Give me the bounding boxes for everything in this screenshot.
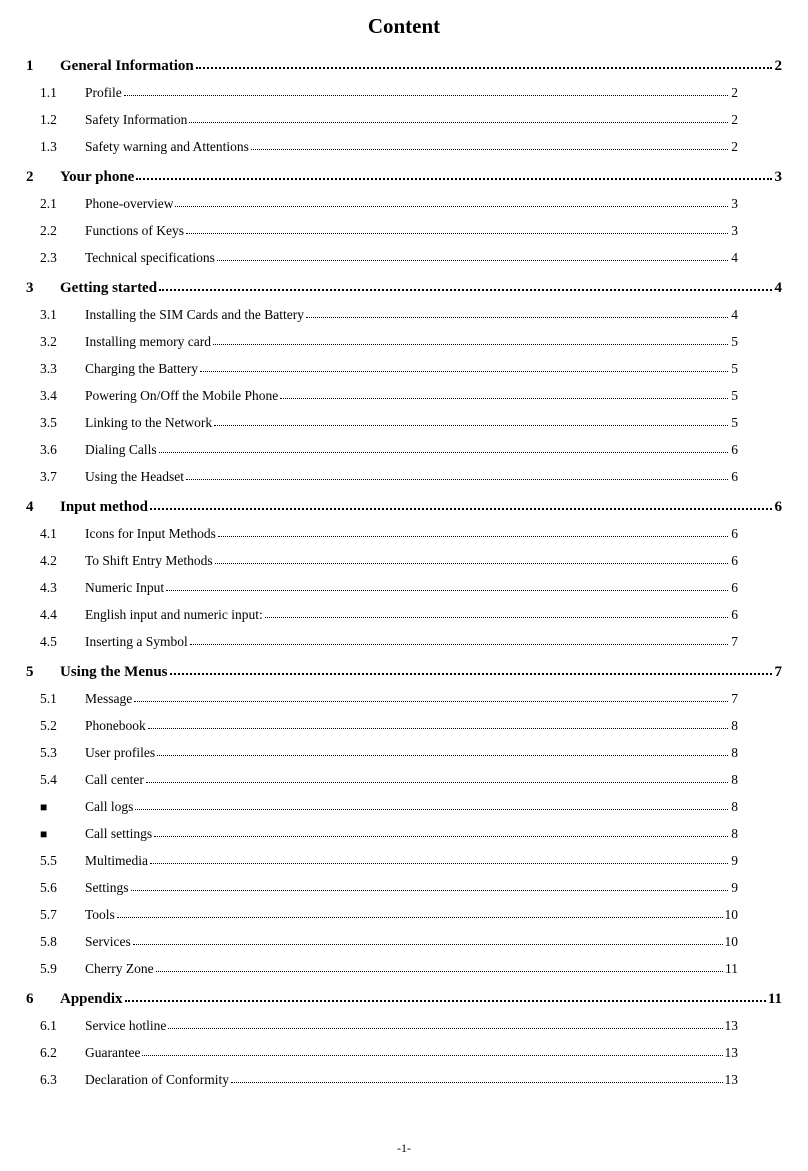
toc-dot-leader — [265, 617, 728, 618]
toc-entry-label: Multimedia — [85, 853, 148, 868]
toc-entry-page: 6 — [731, 607, 738, 622]
toc-entry-label: Settings — [85, 880, 129, 895]
toc-subsection-entry[interactable] — [0, 196, 808, 223]
toc-dot-leader — [251, 149, 728, 150]
toc-entry-label: Input method — [60, 499, 148, 515]
toc-dot-leader — [168, 1028, 722, 1029]
toc-subsection-entry[interactable] — [0, 691, 808, 718]
toc-subsection-entry[interactable] — [0, 1045, 808, 1072]
toc-dot-leader — [214, 425, 728, 426]
toc-entry-page: 8 — [731, 718, 738, 733]
toc-subsection-entry[interactable] — [0, 223, 808, 250]
toc-subsection-entry[interactable] — [0, 442, 808, 469]
toc-entry-label: Installing memory card — [85, 334, 211, 349]
toc-entry-page: 6 — [731, 442, 738, 457]
toc-entry-number: 5.5 — [40, 853, 57, 868]
toc-entry-page: 7 — [774, 664, 782, 680]
toc-entry-label: Using the Menus — [60, 664, 168, 680]
toc-dot-leader — [159, 289, 772, 291]
toc-subsection-entry[interactable] — [0, 634, 808, 661]
toc-dot-leader — [175, 206, 728, 207]
toc-entry-label: Services — [85, 934, 131, 949]
toc-entry-number: 3.5 — [40, 415, 57, 430]
toc-entry-number: 5.6 — [40, 880, 57, 895]
toc-subsection-entry[interactable] — [0, 469, 808, 496]
toc-subsection-entry[interactable] — [0, 361, 808, 388]
toc-subsection-entry[interactable] — [0, 745, 808, 772]
toc-entry-page: 5 — [731, 388, 738, 403]
toc-subsection-entry[interactable] — [0, 334, 808, 361]
toc-entry-number: 5.1 — [40, 691, 57, 706]
toc-dot-leader — [146, 782, 728, 783]
toc-entry-number: 2.1 — [40, 196, 57, 211]
toc-dot-leader — [131, 890, 728, 891]
toc-entry-page: 11 — [767, 991, 782, 1007]
toc-entry-page: 2 — [731, 85, 738, 100]
toc-entry-number: 6.1 — [40, 1018, 57, 1033]
toc-entry-label: Safety Information — [85, 112, 188, 127]
toc-entry-page: 10 — [724, 907, 738, 922]
toc-entry-page: 7 — [731, 691, 738, 706]
toc-entry-number: 6.2 — [40, 1045, 57, 1060]
toc-entry-page: 5 — [731, 334, 738, 349]
toc-entry-page: 6 — [731, 469, 738, 484]
toc-entry-label: Your phone — [60, 169, 135, 185]
toc-entry-page: 3 — [774, 169, 782, 185]
toc-entry-page: 10 — [724, 934, 738, 949]
toc-entry-label: Phonebook — [85, 718, 146, 733]
toc-entry-number: 5.9 — [40, 961, 57, 976]
toc-entry-label: Service hotline — [85, 1018, 167, 1033]
toc-dot-leader — [150, 508, 772, 510]
toc-entry-number: 3.7 — [40, 469, 57, 484]
toc-entry-page: 6 — [731, 580, 738, 595]
toc-entry-number: 2 — [26, 169, 34, 185]
toc-dot-leader — [196, 67, 772, 69]
toc-entry-number: 3.3 — [40, 361, 57, 376]
toc-entry-number: 4 — [26, 499, 34, 515]
toc-entry-number: 4.1 — [40, 526, 57, 541]
toc-entry-label: English input and numeric input: — [85, 607, 263, 622]
toc-entry-page: 2 — [731, 139, 738, 154]
toc-entry-label: Using the Headset — [85, 469, 184, 484]
toc-subsection-entry[interactable] — [0, 607, 808, 634]
toc-entry-label: Call center — [85, 772, 144, 787]
page-title: Content — [367, 14, 441, 38]
toc-section-entry[interactable] — [0, 55, 808, 85]
toc-entry-number: 5 — [26, 664, 34, 680]
toc-entry-label: Safety warning and Attentions — [85, 139, 249, 154]
toc-entry-page: 5 — [731, 361, 738, 376]
toc-dot-leader — [159, 452, 728, 453]
toc-entry-label: Functions of Keys — [85, 223, 184, 238]
toc-entry-label: Phone-overview — [85, 196, 174, 211]
toc-dot-leader — [170, 673, 772, 675]
toc-entry-label: Call logs — [85, 799, 134, 814]
toc-entry-page: 13 — [724, 1018, 738, 1033]
toc-entry-number: 5.3 — [40, 745, 57, 760]
toc-dot-leader — [124, 95, 728, 96]
toc-dot-leader — [154, 836, 728, 837]
toc-entry-number: 1.1 — [40, 85, 57, 100]
toc-entry-label: User profiles — [85, 745, 156, 760]
toc-entry-label: General Information — [60, 58, 194, 74]
toc-entry-page: 3 — [731, 196, 738, 211]
toc-section-entry[interactable] — [0, 496, 808, 526]
toc-entry-label: Guarantee — [85, 1045, 141, 1060]
toc-subsection-entry[interactable] — [0, 112, 808, 139]
toc-dot-leader — [125, 1000, 766, 1002]
toc-subsection-entry[interactable] — [0, 1072, 808, 1099]
page-number-footer: -1- — [397, 1141, 411, 1155]
toc-entry-number: 1 — [26, 58, 34, 74]
toc-dot-leader — [189, 122, 728, 123]
toc-dot-leader — [142, 1055, 722, 1056]
toc-bullet-marker: ■ — [40, 827, 48, 841]
toc-dot-leader — [190, 644, 728, 645]
toc-entry-page: 4 — [731, 307, 738, 322]
toc-subsection-entry[interactable] — [0, 853, 808, 880]
toc-entry-label: Inserting a Symbol — [85, 634, 188, 649]
toc-entry-number: 5.4 — [40, 772, 57, 787]
toc-section-entry[interactable] — [0, 277, 808, 307]
toc-subsection-entry[interactable] — [0, 799, 808, 826]
toc-subsection-entry[interactable] — [0, 772, 808, 799]
toc-entry-number: 6.3 — [40, 1072, 57, 1087]
toc-entry-label: Icons for Input Methods — [85, 526, 216, 541]
toc-entry-page: 2 — [774, 58, 782, 74]
toc-entry-page: 9 — [731, 880, 738, 895]
toc-subsection-entry[interactable] — [0, 553, 808, 580]
toc-subsection-entry[interactable] — [0, 415, 808, 442]
toc-dot-leader — [136, 178, 772, 180]
toc-dot-leader — [215, 563, 728, 564]
toc-entry-label: Profile — [85, 85, 122, 100]
toc-dot-leader — [148, 728, 728, 729]
toc-entry-number: 5.2 — [40, 718, 57, 733]
toc-entry-page: 13 — [724, 1072, 738, 1087]
toc-entry-page: 8 — [731, 772, 738, 787]
toc-dot-leader — [133, 944, 723, 945]
toc-entry-page: 8 — [731, 799, 738, 814]
toc-dot-leader — [280, 398, 728, 399]
toc-entry-label: Getting started — [60, 280, 158, 296]
toc-bullet-marker: ■ — [40, 800, 48, 814]
toc-entry-number: 1.3 — [40, 139, 57, 154]
toc-dot-leader — [156, 971, 723, 972]
toc-subsection-entry[interactable] — [0, 580, 808, 607]
toc-entry-label: Dialing Calls — [85, 442, 157, 457]
toc-dot-leader — [134, 701, 728, 702]
toc-entry-page: 6 — [731, 526, 738, 541]
toc-entry-number: 4.2 — [40, 553, 57, 568]
toc-entry-page: 5 — [731, 415, 738, 430]
toc-subsection-entry[interactable] — [0, 880, 808, 907]
toc-entry-label: Charging the Battery — [85, 361, 198, 376]
toc-entry-number: 2.2 — [40, 223, 57, 238]
toc-entry-page: 8 — [731, 745, 738, 760]
toc-subsection-entry[interactable] — [0, 907, 808, 934]
toc-dot-leader — [200, 371, 728, 372]
toc-entry-label: Numeric Input — [85, 580, 165, 595]
toc-entry-number: 3.6 — [40, 442, 57, 457]
toc-subsection-entry[interactable] — [0, 388, 808, 415]
toc-entry-number: 4.4 — [40, 607, 57, 622]
toc-entry-page: 11 — [725, 961, 738, 976]
toc-entry-number: 4.3 — [40, 580, 57, 595]
toc-entry-label: Installing the SIM Cards and the Battery — [85, 307, 304, 322]
toc-subsection-entry[interactable] — [0, 934, 808, 961]
toc-subsection-entry[interactable] — [0, 250, 808, 277]
toc-entry-label: Cherry Zone — [85, 961, 154, 976]
toc-dot-leader — [186, 479, 728, 480]
toc-entry-number: 3 — [26, 280, 34, 296]
toc-subsection-entry[interactable] — [0, 961, 808, 988]
toc-section-entry[interactable] — [0, 661, 808, 691]
toc-subsection-entry[interactable] — [0, 826, 808, 853]
toc-entry-number: 1.2 — [40, 112, 57, 127]
toc-dot-leader — [231, 1082, 723, 1083]
toc-entry-label: To Shift Entry Methods — [85, 553, 213, 568]
toc-dot-leader — [135, 809, 728, 810]
toc-entry-page: 2 — [731, 112, 738, 127]
toc-entry-number: 2.3 — [40, 250, 57, 265]
toc-subsection-entry[interactable] — [0, 139, 808, 166]
toc-dot-leader — [306, 317, 728, 318]
toc-dot-leader — [217, 260, 728, 261]
toc-entry-number: 5.8 — [40, 934, 57, 949]
toc-dot-leader — [150, 863, 728, 864]
toc-entry-page: 8 — [731, 826, 738, 841]
toc-entry-page: 6 — [731, 553, 738, 568]
toc-subsection-entry[interactable] — [0, 85, 808, 112]
toc-dot-leader — [213, 344, 728, 345]
toc-entry-label: Declaration of Conformity — [85, 1072, 229, 1087]
toc-section-entry[interactable] — [0, 166, 808, 196]
toc-entry-label: Tools — [85, 907, 115, 922]
toc-subsection-entry[interactable] — [0, 526, 808, 553]
toc-dot-leader — [117, 917, 723, 918]
toc-entry-label: Appendix — [60, 991, 123, 1007]
toc-entry-page: 3 — [731, 223, 738, 238]
toc-entry-label: Linking to the Network — [85, 415, 213, 430]
toc-entry-label: Message — [85, 691, 133, 706]
toc-entry-number: 3.4 — [40, 388, 57, 403]
toc-subsection-entry[interactable] — [0, 718, 808, 745]
toc-entry-number: 6 — [26, 991, 34, 1007]
toc-section-entry[interactable] — [0, 988, 808, 1018]
toc-entry-label: Powering On/Off the Mobile Phone — [85, 388, 279, 403]
toc-entry-number: 5.7 — [40, 907, 57, 922]
toc-dot-leader — [218, 536, 728, 537]
toc-dot-leader — [186, 233, 728, 234]
toc-entry-label: Call settings — [85, 826, 153, 841]
toc-entry-page: 4 — [731, 250, 738, 265]
toc-entry-number: 4.5 — [40, 634, 57, 649]
toc-subsection-entry[interactable] — [0, 1018, 808, 1045]
toc-entry-number: 3.1 — [40, 307, 57, 322]
toc-dot-leader — [157, 755, 728, 756]
toc-entry-page: 13 — [724, 1045, 738, 1060]
toc-entry-page: 6 — [774, 499, 782, 515]
toc-entry-page: 9 — [731, 853, 738, 868]
toc-dot-leader — [166, 590, 728, 591]
toc-entry-page: 7 — [731, 634, 738, 649]
toc-subsection-entry[interactable] — [0, 307, 808, 334]
toc-entry-label: Technical specifications — [85, 250, 215, 265]
table-of-contents — [0, 55, 808, 1099]
toc-entry-page: 4 — [774, 280, 782, 296]
toc-entry-number: 3.2 — [40, 334, 57, 349]
